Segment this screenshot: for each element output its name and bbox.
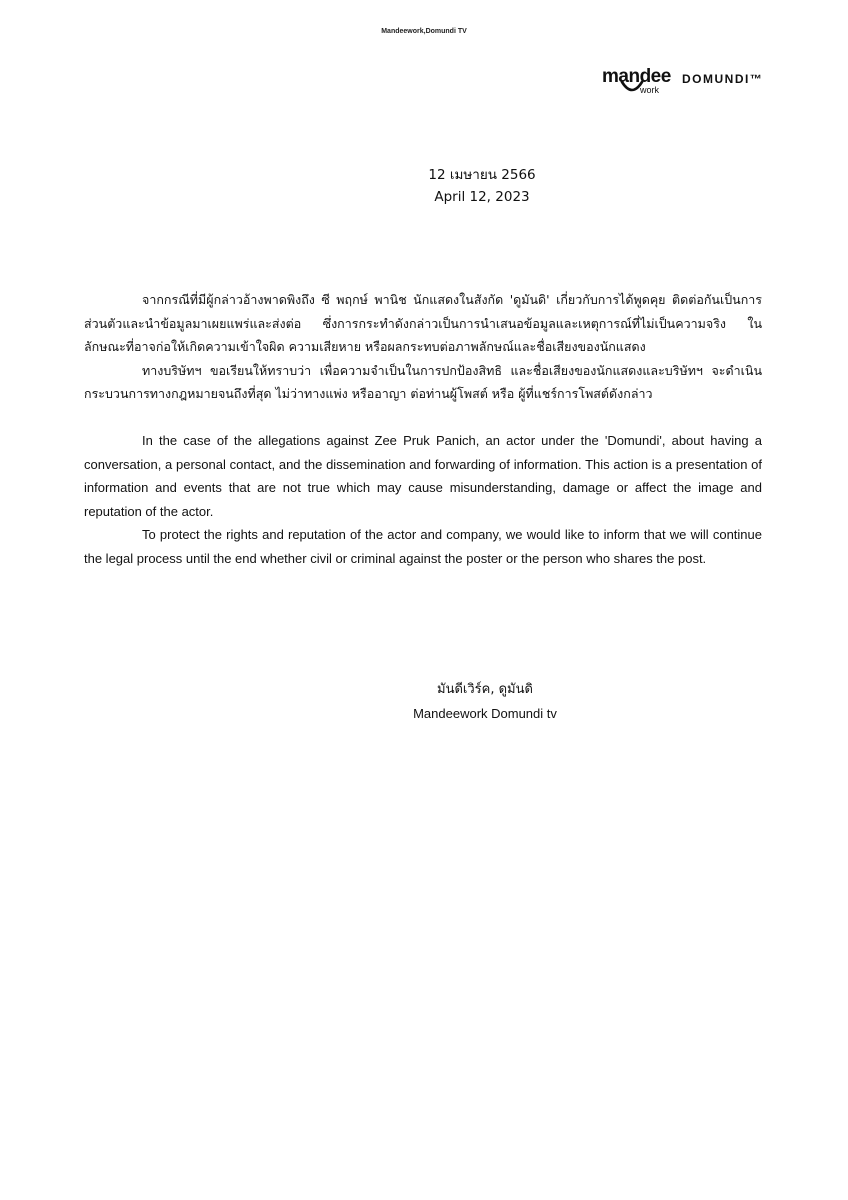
mandee-logo-word: mandee	[602, 66, 671, 87]
date-block	[0, 164, 848, 208]
thai-paragraph-1: จากกรณีที่มีผู้กล่าวอ้างพาดพิงถึง ซี พฤกษ์ พานิช นักแสดงในสังกัด 'ดูมันดิ' เกี่ยวกับการได้พูดคุย ติดต่อกันเป็นการส่วนตัวและนำข้อมูลมาเผยแพร่และส่งต่อ ซึ่งการกระทำดังกล่าวเป็นการนำเสนอข้อมูลและเหตุการณ์ที่ไม่เป็นความจริง ในลักษณะที่อาจก่อให้เกิดความเข้าใจผิด ความเสียหาย หรือผลกระทบต่อภาพลักษณ์และชื่อเสียงของนักแสดง	[84, 292, 762, 355]
header-caption: Mandeework,Domundi TV	[381, 28, 467, 35]
date-english: April 12, 2023	[434, 189, 530, 205]
date-thai: 12 เมษายน 2566	[428, 167, 536, 183]
domundi-logo: DOMUNDI™	[682, 72, 764, 86]
english-statement	[84, 429, 762, 571]
signature-thai: มันดีเวิร์ค, ดูมันดิ	[437, 682, 533, 697]
thai-statement	[84, 288, 762, 406]
signature-block	[370, 678, 600, 726]
thai-paragraph-2: ทางบริษัทฯ ขอเรียนให้ทราบว่า เพื่อความจำเป็นในการปกป้องสิทธิ และชื่อเสียงของนักแสดงและบริษัทฯ จะดำเนินกระบวนการทางกฎหมายจนถึงที่สุด ไม่ว่าทางแพ่ง หรืออาญา ต่อท่านผู้โพสต์ หรือ ผู้ที่แชร์การโพสต์ดังกล่าว	[84, 362, 762, 402]
brand-logos	[600, 66, 770, 100]
mandee-logo-sub: work	[640, 85, 660, 95]
signature-english: Mandeework Domundi tv	[413, 706, 557, 721]
mandeework-logo	[600, 66, 676, 100]
english-paragraph-2: To protect the rights and reputation of the actor and company, we would like to inform that we will continue the legal process until the end whether civil or criminal against the poster or the person who shares the post.	[84, 527, 762, 566]
english-paragraph-1: In the case of the allegations against Zee Pruk Panich, an actor under the 'Domundi', about having a conversation, a personal contact, and the dissemination and forwarding of information. This action is a presentation of information and events that are not true which may cause misunderstanding, damage or affect the image and reputation of the actor.	[84, 433, 762, 519]
